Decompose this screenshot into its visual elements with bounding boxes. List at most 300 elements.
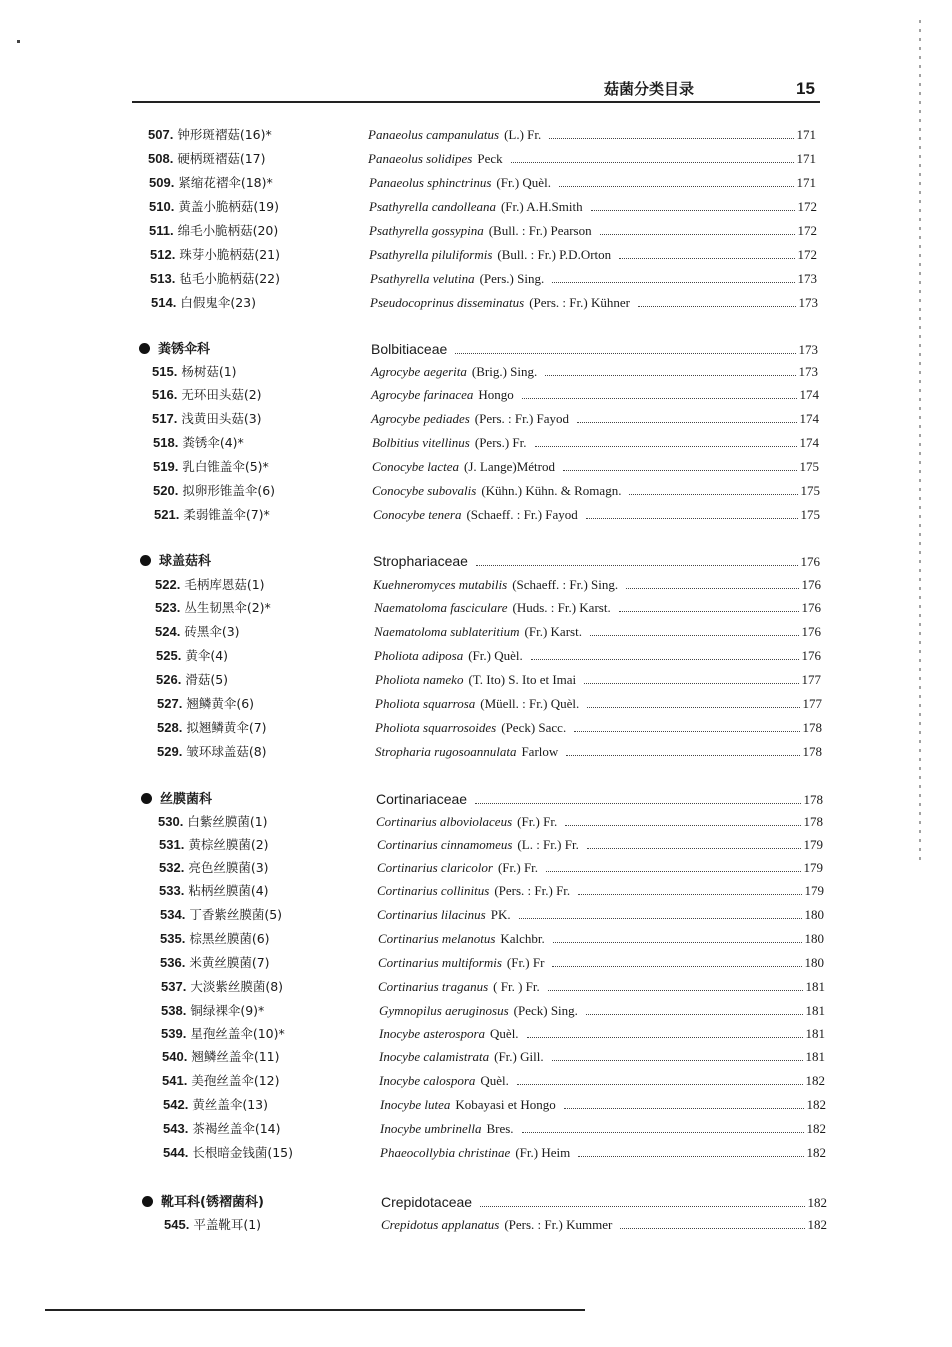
entry-scientific-name: Agrocybe aegerita [371, 364, 467, 379]
entry-name-cn: 砖黑伞(3) [184, 624, 240, 639]
entry-page-number: 172 [797, 247, 817, 262]
index-entry-latin [377, 834, 823, 856]
index-entry [0, 1023, 952, 1045]
index-entry-latin [370, 292, 818, 314]
dot-leader [519, 918, 802, 919]
family-heading-cn [141, 788, 212, 811]
entry-scientific-name: Psathyrella candolleana [369, 199, 496, 214]
entry-scientific-name: Cortinarius traganus [378, 979, 489, 994]
entry-page-number: 174 [799, 411, 819, 426]
entry-page-number: 179 [803, 837, 823, 852]
entry-page-number: 175 [800, 483, 820, 498]
index-entry-cn [161, 976, 283, 998]
index-entry [0, 621, 952, 643]
entry-name-cn: 紧缩花褶伞(18)* [178, 175, 273, 190]
index-entry [0, 645, 952, 667]
index-entry-cn [164, 1214, 261, 1236]
entry-scientific-name: Psathyrella velutina [370, 271, 475, 286]
dot-leader [586, 1014, 803, 1015]
entry-author: (Bull. : Fr.) Pearson [488, 223, 592, 238]
scan-speck [17, 40, 20, 43]
entry-scientific-name: Cortinarius lilacinus [377, 907, 486, 922]
entry-number: 519. [153, 459, 179, 474]
entry-author: (Schaeff. : Fr.) Sing. [512, 577, 619, 592]
index-entry [0, 1094, 952, 1116]
entry-number: 544. [163, 1145, 189, 1160]
index-entry [0, 148, 952, 170]
entry-number: 521. [154, 507, 180, 522]
family-name-latin: Bolbitiaceae [371, 341, 448, 357]
entry-name-cn: 无环田头菇(2) [181, 387, 262, 402]
index-entry-cn [152, 384, 262, 406]
dot-leader [619, 611, 799, 612]
index-entry [0, 292, 952, 314]
entry-name-cn: 大淡紫丝膜菌(8) [190, 979, 284, 994]
entry-page-number: 182 [806, 1097, 826, 1112]
entry-name-cn: 丁香紫丝膜菌(5) [189, 907, 283, 922]
entry-author: (Bull. : Fr.) P.D.Orton [497, 247, 612, 262]
entry-page-number: 171 [796, 127, 816, 142]
index-entry-cn [150, 244, 280, 266]
index-entry-cn [159, 880, 269, 902]
entry-scientific-name: Conocybe tenera [373, 507, 462, 522]
entry-author: PK. [490, 907, 511, 922]
entry-name-cn: 柔弱锥盖伞(7)* [183, 507, 270, 522]
index-entry [0, 480, 952, 502]
index-entry [0, 1070, 952, 1092]
entry-scientific-name: Naematoloma sublateritium [374, 624, 520, 639]
entry-scientific-name: Cortinarius claricolor [377, 860, 493, 875]
entry-number: 534. [160, 907, 186, 922]
index-entry [0, 904, 952, 926]
entry-number: 509. [149, 175, 175, 190]
entry-number: 528. [157, 720, 183, 735]
entry-scientific-name: Cortinarius melanotus [378, 931, 496, 946]
entry-author: ( Fr. ) Fr. [493, 979, 540, 994]
entry-author: Bres. [486, 1121, 514, 1136]
entry-page-number: 180 [804, 931, 824, 946]
dot-leader [480, 1206, 804, 1207]
entry-name-cn: 白假鬼伞(23) [180, 295, 256, 310]
family-name-cn: 靴耳科(锈褶菌科) [161, 1195, 264, 1210]
dot-leader [553, 942, 802, 943]
entry-scientific-name: Gymnopilus aeruginosus [379, 1003, 509, 1018]
entry-page-number: 176 [801, 624, 821, 639]
index-entry-cn [148, 148, 265, 170]
entry-number: 540. [162, 1049, 188, 1064]
entry-name-cn: 铜绿裸伞(9)* [190, 1003, 265, 1018]
entry-scientific-name: Inocybe umbrinella [380, 1121, 482, 1136]
dot-leader [591, 210, 795, 211]
entry-number: 520. [153, 483, 179, 498]
family-name-cn: 丝膜菌科 [160, 792, 213, 807]
dot-leader [629, 494, 797, 495]
entry-page-number: 172 [797, 223, 817, 238]
index-entry-latin [371, 361, 818, 383]
index-entry-latin [379, 1000, 825, 1022]
index-entry [0, 717, 952, 739]
dot-leader [545, 375, 795, 376]
entry-number: 538. [161, 1003, 187, 1018]
entry-number: 517. [152, 411, 178, 426]
index-entry-cn [160, 952, 270, 974]
index-entry-cn [163, 1118, 280, 1140]
entry-scientific-name: Kuehneromyces mutabilis [373, 577, 508, 592]
index-entry-cn [155, 597, 271, 619]
entry-name-cn: 亮色丝膜菌(3) [188, 860, 269, 875]
entry-author: (Fr.) Karst. [524, 624, 582, 639]
entry-name-cn: 丛生韧黑伞(2)* [184, 600, 271, 615]
index-entry-latin [377, 904, 824, 926]
entry-page-number: 181 [805, 1003, 825, 1018]
entry-author: (Fr.) Fr. [497, 860, 539, 875]
dot-leader [563, 470, 797, 471]
entry-page-number: 178 [802, 744, 822, 759]
entry-name-cn: 拟翘鳞黄伞(7) [186, 720, 267, 735]
dot-leader [527, 1037, 803, 1038]
index-entry-cn [163, 1142, 293, 1164]
index-entry-latin [372, 456, 819, 478]
entry-scientific-name: Stropharia rugosoannulata [375, 744, 517, 759]
entry-page-number: 179 [803, 860, 823, 875]
entry-scientific-name: Cortinarius collinitus [377, 883, 490, 898]
index-entry [0, 220, 952, 242]
index-entry-cn [153, 432, 244, 454]
entry-name-cn: 翘鳞黄伞(6) [186, 696, 255, 711]
entry-scientific-name: Crepidotus applanatus [381, 1217, 500, 1232]
entry-name-cn: 棕黑丝膜菌(6) [189, 931, 270, 946]
index-entry-cn [162, 1046, 279, 1068]
entry-name-cn: 皱环球盖菇(8) [186, 744, 267, 759]
index-entry [0, 1142, 952, 1164]
entry-page-number: 175 [800, 507, 820, 522]
entry-number: 536. [160, 955, 186, 970]
entry-author: (Peck) Sing. [513, 1003, 578, 1018]
dot-leader [565, 825, 800, 826]
index-entry-latin [372, 480, 820, 502]
entry-number: 527. [157, 696, 183, 711]
entry-scientific-name: Psathyrella piluliformis [369, 247, 493, 262]
index-entry [0, 384, 952, 406]
dot-leader [522, 1132, 804, 1133]
index-entry-cn [151, 292, 256, 314]
entry-scientific-name: Bolbitius vitellinus [372, 435, 470, 450]
entry-name-cn: 钟形斑褶菇(16)* [177, 127, 272, 142]
entry-scientific-name: Naematoloma fasciculare [374, 600, 508, 615]
dot-leader [559, 186, 794, 187]
index-entry-cn [159, 834, 269, 856]
index-entry-cn [152, 361, 237, 383]
entry-name-cn: 黄丝盖伞(13) [192, 1097, 268, 1112]
entry-scientific-name: Panaeolus sphinctrinus [369, 175, 492, 190]
dot-leader [566, 755, 799, 756]
index-entry-cn [156, 669, 228, 691]
entry-name-cn: 美孢丝盖伞(12) [191, 1073, 280, 1088]
entry-page-number: 180 [804, 955, 824, 970]
entry-number: 508. [148, 151, 174, 166]
index-entry-latin [371, 408, 819, 430]
entry-page-number: 181 [805, 1026, 825, 1041]
index-entry [0, 976, 952, 998]
entry-page-number: 182 [805, 1073, 825, 1088]
entry-scientific-name: Inocybe asterospora [379, 1026, 486, 1041]
index-entry-cn [149, 196, 279, 218]
index-entry-cn [158, 811, 268, 833]
entry-page-number: 176 [801, 648, 821, 663]
entry-page-number: 174 [799, 387, 819, 402]
family-page-number: 182 [807, 1195, 827, 1210]
index-entry-cn [149, 220, 278, 242]
family-heading [0, 338, 952, 360]
dot-leader [590, 635, 799, 636]
entry-page-number: 182 [806, 1145, 826, 1160]
index-entry [0, 669, 952, 691]
index-entry-latin [373, 550, 820, 573]
dot-leader [584, 683, 798, 684]
bullet-icon [142, 1196, 153, 1207]
entry-author: (Pers. : Fr.) Kühner [529, 295, 630, 310]
dot-leader [517, 1084, 803, 1085]
entry-scientific-name: Phaeocollybia christinae [380, 1145, 511, 1160]
index-entry [0, 504, 952, 526]
entry-scientific-name: Panaeolus solidipes [368, 151, 473, 166]
dot-leader [522, 398, 797, 399]
entry-author: (Fr.) Quèl. [496, 175, 551, 190]
entry-name-cn: 浅黄田头菇(3) [181, 411, 262, 426]
index-entry-latin [374, 621, 821, 643]
entry-name-cn: 毡毛小脆柄菇(22) [179, 271, 280, 286]
index-entry-latin [375, 693, 822, 715]
entry-author: (Pers.) Fr. [474, 435, 527, 450]
index-entry-cn [160, 904, 282, 926]
entry-scientific-name: Cortinarius cinnamomeus [377, 837, 513, 852]
entry-author: (L. : Fr.) Fr. [517, 837, 579, 852]
entry-number: 542. [163, 1097, 189, 1112]
index-entry-cn [154, 504, 270, 526]
entry-number: 513. [150, 271, 176, 286]
index-entry-latin [369, 244, 817, 266]
entry-name-cn: 黄盖小脆柄菇(19) [178, 199, 279, 214]
index-entry-latin [378, 976, 825, 998]
index-entry-latin [378, 952, 824, 974]
dot-leader [455, 353, 795, 354]
index-entry-latin [380, 1142, 826, 1164]
entry-page-number: 178 [802, 720, 822, 735]
dot-leader [531, 659, 799, 660]
index-entry-cn [157, 717, 267, 739]
index-entry [0, 597, 952, 619]
family-page-number: 176 [800, 554, 820, 569]
family-heading-cn [140, 550, 211, 573]
dot-leader [535, 446, 797, 447]
entry-number: 514. [151, 295, 177, 310]
family-page-number: 173 [798, 342, 818, 357]
index-entry [0, 244, 952, 266]
entry-author: (Pers. : Fr.) Fr. [494, 883, 571, 898]
index-entry-cn [152, 408, 262, 430]
index-entry-latin [381, 1214, 827, 1236]
entry-page-number: 176 [801, 577, 821, 592]
family-heading-cn [142, 1191, 264, 1214]
entry-number: 545. [164, 1217, 190, 1232]
dot-leader [546, 871, 800, 872]
index-entry-latin [374, 645, 821, 667]
dot-leader [475, 803, 800, 804]
index-entry-cn [161, 1000, 264, 1022]
dot-leader [626, 588, 798, 589]
entry-name-cn: 绵毛小脆柄菇(20) [177, 223, 279, 238]
dot-leader [552, 282, 794, 283]
entry-page-number: 173 [798, 295, 818, 310]
entry-author: Farlow [521, 744, 559, 759]
entry-number: 543. [163, 1121, 189, 1136]
index-entry-latin [378, 928, 824, 950]
entry-author: (Schaeff. : Fr.) Fayod [466, 507, 578, 522]
index-entry-latin [371, 338, 818, 361]
entry-page-number: 178 [803, 814, 823, 829]
index-entry-cn [155, 574, 265, 596]
entry-number: 518. [153, 435, 179, 450]
index-entry [0, 124, 952, 146]
index-entry-cn [148, 124, 272, 146]
entry-author: (T. Ito) S. Ito et Imai [468, 672, 577, 687]
index-entry-cn [156, 645, 228, 667]
dot-leader [587, 707, 799, 708]
index-entry-cn [162, 1070, 279, 1092]
entry-number: 532. [159, 860, 185, 875]
entry-number: 535. [160, 931, 186, 946]
entry-scientific-name: Conocybe lactea [372, 459, 459, 474]
index-entry [0, 196, 952, 218]
entry-page-number: 180 [804, 907, 824, 922]
entry-scientific-name: Conocybe subovalis [372, 483, 477, 498]
entry-number: 510. [149, 199, 175, 214]
entry-number: 531. [159, 837, 185, 852]
entry-number: 537. [161, 979, 187, 994]
entry-page-number: 172 [797, 199, 817, 214]
index-entry-latin [368, 124, 816, 146]
entry-author: (Fr.) Quèl. [468, 648, 523, 663]
dot-leader [476, 565, 798, 566]
entry-scientific-name: Psathyrella gossypina [369, 223, 484, 238]
entry-scientific-name: Cortinarius alboviolaceus [376, 814, 513, 829]
index-entry [0, 880, 952, 902]
index-entry-latin [380, 1094, 826, 1116]
entry-name-cn: 黄伞(4) [185, 648, 229, 663]
page-number: 15 [796, 79, 815, 98]
entry-page-number: 177 [801, 672, 821, 687]
dot-leader [552, 966, 801, 967]
entry-author: (Pers. : Fr.) Kummer [504, 1217, 613, 1232]
entry-scientific-name: Agrocybe pediades [371, 411, 470, 426]
index-entry-latin [375, 669, 821, 691]
dot-leader [578, 1156, 803, 1157]
dot-leader [587, 848, 801, 849]
family-page-number: 178 [803, 792, 823, 807]
entry-author: Quèl. [490, 1026, 519, 1041]
entry-author: (Pers. : Fr.) Fayod [474, 411, 570, 426]
entry-author: (Peck) Sacc. [501, 720, 567, 735]
entry-page-number: 175 [799, 459, 819, 474]
index-entry-cn [159, 857, 269, 879]
entry-name-cn: 乳白锥盖伞(5)* [182, 459, 269, 474]
entry-author: (J. Lange)Métrod [464, 459, 555, 474]
index-entry [0, 361, 952, 383]
family-name-cn: 球盖菇科 [159, 554, 212, 569]
entry-author: Quèl. [480, 1073, 509, 1088]
index-entry [0, 456, 952, 478]
entry-page-number: 173 [798, 364, 818, 379]
entry-number: 526. [156, 672, 182, 687]
index-entry-latin [368, 148, 816, 170]
family-heading [0, 788, 952, 810]
entry-name-cn: 粪锈伞(4)* [182, 435, 244, 450]
entry-page-number: 171 [796, 175, 816, 190]
entry-author: (Fr.) Heim [515, 1145, 571, 1160]
entry-name-cn: 米黄丝膜菌(7) [189, 955, 270, 970]
entry-scientific-name: Inocybe calospora [379, 1073, 476, 1088]
index-entry-latin [381, 1191, 827, 1214]
index-entry [0, 741, 952, 763]
index-entry-cn [161, 1023, 285, 1045]
entry-name-cn: 珠芽小脆柄菇(21) [179, 247, 280, 262]
entry-scientific-name: Cortinarius multiformis [378, 955, 502, 970]
header-divider [132, 101, 820, 103]
index-entry-latin [380, 1118, 826, 1140]
entry-author: (Kühn.) Kühn. & Romagn. [481, 483, 622, 498]
entry-scientific-name: Pholiota squarrosoides [375, 720, 497, 735]
entry-author: Peck [477, 151, 503, 166]
dot-leader [548, 990, 803, 991]
entry-author: (Fr.) Gill. [494, 1049, 544, 1064]
entry-number: 512. [150, 247, 176, 262]
bullet-icon [139, 343, 150, 354]
index-entry-latin [369, 196, 817, 218]
entry-number: 539. [161, 1026, 187, 1041]
index-entry [0, 857, 952, 879]
entry-number: 524. [155, 624, 181, 639]
family-name-latin: Cortinariaceae [376, 791, 468, 807]
dot-leader [600, 234, 795, 235]
index-entry-latin [376, 788, 823, 811]
family-name-latin: Strophariaceae [373, 553, 468, 569]
index-entry-cn [153, 456, 269, 478]
index-entry [0, 811, 952, 833]
entry-name-cn: 平盖靴耳(1) [193, 1217, 262, 1232]
index-entry-latin [371, 384, 819, 406]
footer-divider [45, 1309, 585, 1311]
index-entry-latin [369, 172, 816, 194]
entry-name-cn: 黄棕丝膜菌(2) [188, 837, 269, 852]
entry-number: 511. [149, 223, 174, 238]
dot-leader [564, 1108, 804, 1109]
dot-leader [578, 894, 801, 895]
entry-name-cn: 滑菇(5) [185, 672, 229, 687]
index-entry-latin [376, 811, 823, 833]
index-entry-cn [157, 693, 254, 715]
index-entry-latin [379, 1046, 825, 1068]
entry-author: (Fr.) A.H.Smith [500, 199, 583, 214]
bullet-icon [140, 555, 151, 566]
entry-page-number: 179 [804, 883, 824, 898]
entry-author: (Pers.) Sing. [479, 271, 545, 286]
entry-scientific-name: Pholiota squarrosa [375, 696, 476, 711]
entry-scientific-name: Pholiota nameko [375, 672, 464, 687]
entry-author: (Brig.) Sing. [471, 364, 538, 379]
entry-name-cn: 硬柄斑褶菇(17) [177, 151, 266, 166]
family-heading [0, 550, 952, 572]
index-entry-latin [370, 268, 817, 290]
